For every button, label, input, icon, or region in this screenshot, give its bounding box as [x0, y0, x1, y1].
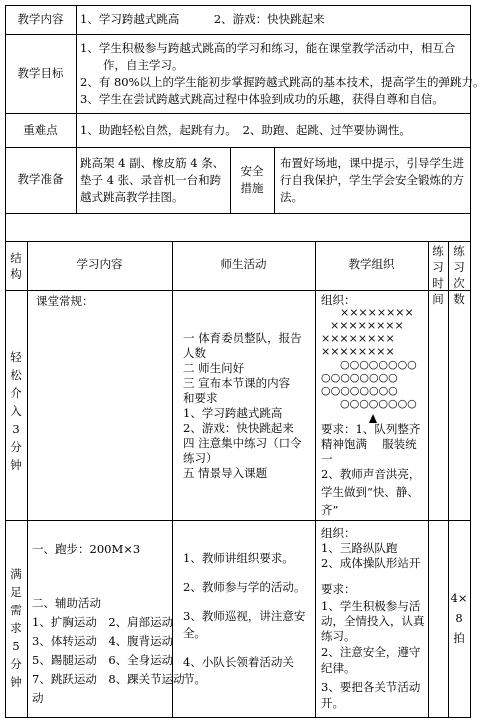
safety-label: 措施: [240, 181, 264, 195]
org-line: 1、学生积极参与活: [321, 599, 421, 613]
divider: [76, 5, 77, 214]
org-line: 2、注意安全，遵守: [321, 645, 421, 659]
activity-line: 练习）: [183, 451, 218, 465]
content-line: 二、辅助活动: [32, 596, 101, 610]
req-line: 学生做到“快、静、: [321, 485, 419, 499]
divider: [27, 241, 28, 718]
org-line: 开。: [321, 696, 344, 710]
divider: [428, 241, 429, 718]
activity-line: 一 体育委员整队，报告: [183, 331, 302, 345]
header-organization: 教学组织: [348, 257, 395, 271]
activity-line: 二 师生问好: [183, 361, 245, 375]
divider: [5, 34, 471, 35]
safety-label: 安全: [240, 164, 264, 178]
content-line: 一、跑步：200M×3: [32, 542, 141, 556]
activity-line: 四 注意集中练习（口令: [183, 436, 302, 450]
divider: [448, 241, 449, 718]
divider: [5, 241, 471, 242]
section2-label: 满足需求5分钟: [10, 567, 22, 689]
divider: [5, 113, 471, 114]
divider: [5, 520, 471, 521]
divider: [315, 241, 316, 718]
lesson-content: 1、学习跨越式跳高 2、游戏：快快跳起来: [80, 12, 325, 26]
formation-row: ○○○○○○○○: [321, 384, 398, 397]
content-line: 3、体转运动 4、腹背运动: [32, 634, 174, 648]
formation-row: ○○○○○○○○: [340, 358, 417, 371]
header-practice-count: 练习次数: [453, 244, 465, 306]
formation-row: ○○○○○○○○: [340, 397, 417, 410]
section2-practice-count: 4×8拍: [450, 591, 468, 645]
activity-line: 3、教师巡视，讲注意安: [183, 609, 306, 623]
req-line: 2、教师声音洪亮，: [321, 467, 421, 481]
prep-line: 越式跳高教学挂图。: [80, 190, 184, 204]
req-line: 要求：1、队列整齐: [321, 422, 421, 436]
row-label-content: 教学内容: [17, 12, 64, 26]
divider: [274, 147, 275, 214]
activity-line: 2、教师参与学的活动。: [183, 580, 306, 594]
activity-line: 4、小队长领着活动关: [183, 655, 294, 669]
divider: [5, 213, 471, 214]
activity-line: 人数: [183, 346, 206, 360]
formation-row: ××××××××: [321, 345, 395, 358]
divider: [5, 290, 471, 291]
table-border-right: [470, 5, 471, 718]
org-line: 组织：: [321, 526, 356, 540]
header-practice-time: 练习时间: [432, 244, 444, 306]
header-structure: 结构: [10, 251, 22, 281]
activity-line: 1、教师讲组织要求。: [183, 551, 294, 565]
org-line: 动，全情投入，认真: [321, 614, 425, 628]
goal-line: 3、学生在尝试跨越式跳高过程中体验到成功的乐趣，获得自尊和自信。: [80, 92, 444, 106]
activity-line: 全。: [183, 626, 206, 640]
goal-line: 2、有 80%以上的学生能初步掌握跨越式跳高的基本技术，提高学生的弹跳力。: [80, 75, 485, 89]
content-line: 1、扩胸运动 2、肩部运动: [32, 615, 174, 629]
header-content: 学习内容: [76, 257, 123, 271]
prep-line: 垫子 4 张、录音机一台和跨: [80, 173, 222, 187]
activity-line: 和要求: [183, 391, 218, 405]
org-line: 2、成体操队形站开: [321, 556, 421, 570]
row-label-keypoints: 重难点: [23, 123, 58, 137]
row-label-prep: 教学准备: [17, 172, 64, 186]
content-line: 7、跳跃运动 8、踝关节运动: [32, 672, 185, 686]
activity-line: 五 情景导入课题: [183, 466, 268, 480]
table-border-left: [5, 5, 6, 718]
section1-label: 轻松介入3分钟: [10, 350, 22, 472]
activity-line: 节。: [183, 672, 206, 686]
safety-line: 法。: [280, 190, 303, 204]
content-line: 5、踢腿运动 6、全身运动: [32, 653, 174, 667]
section1-content: 课堂常规：: [36, 294, 94, 308]
req-line: 齐”: [321, 503, 339, 517]
prep-line: 跳高架 4 副、橡皮筋 4 条、: [80, 156, 225, 170]
org-line: 要求：: [321, 582, 356, 596]
req-line: 一: [321, 452, 333, 466]
activity-line: 1、学习跨越式跳高: [183, 406, 283, 420]
formation-row: ××××××××: [340, 306, 414, 319]
formation-row: ○○○○○○○○: [321, 371, 398, 384]
org-line: 3、要把各关节活动: [321, 680, 421, 694]
divider: [5, 147, 471, 148]
table-border-top: [5, 5, 471, 6]
org-line: 1、三路纵队跑: [321, 541, 398, 555]
req-line: 精神饱满 服装统: [321, 437, 417, 451]
header-activity: 师生活动: [220, 257, 267, 271]
formation-row: ××××××××: [330, 319, 404, 332]
org-line: 练习。: [321, 629, 356, 643]
activity-line: 三 宣布本节课的内容: [183, 376, 291, 390]
table-border-bottom: [5, 717, 471, 718]
safety-line: 布置好场地，课中提示，引导学生进: [280, 156, 464, 170]
goal-line: 作，自主学习。: [80, 58, 184, 72]
keypoints-text: 1、助跑轻松自然，起跳有力。 2、助跑、起跳、过竿要协调性。: [80, 123, 411, 137]
goal-line: 1、学生积极参与跨越式跳高的学习和练习，能在课堂教学活动中，相互合: [80, 41, 456, 55]
formation-row: ××××××××: [321, 332, 395, 345]
content-line: 动: [32, 691, 44, 705]
safety-line: 行自我保护，学生学会安全锻炼的方: [280, 173, 464, 187]
row-label-goals: 教学目标: [17, 66, 64, 80]
org-line: 纪律。: [321, 661, 356, 675]
org-title: 组织：: [321, 293, 356, 307]
activity-line: 2、游戏：快快跳起来: [183, 421, 294, 435]
